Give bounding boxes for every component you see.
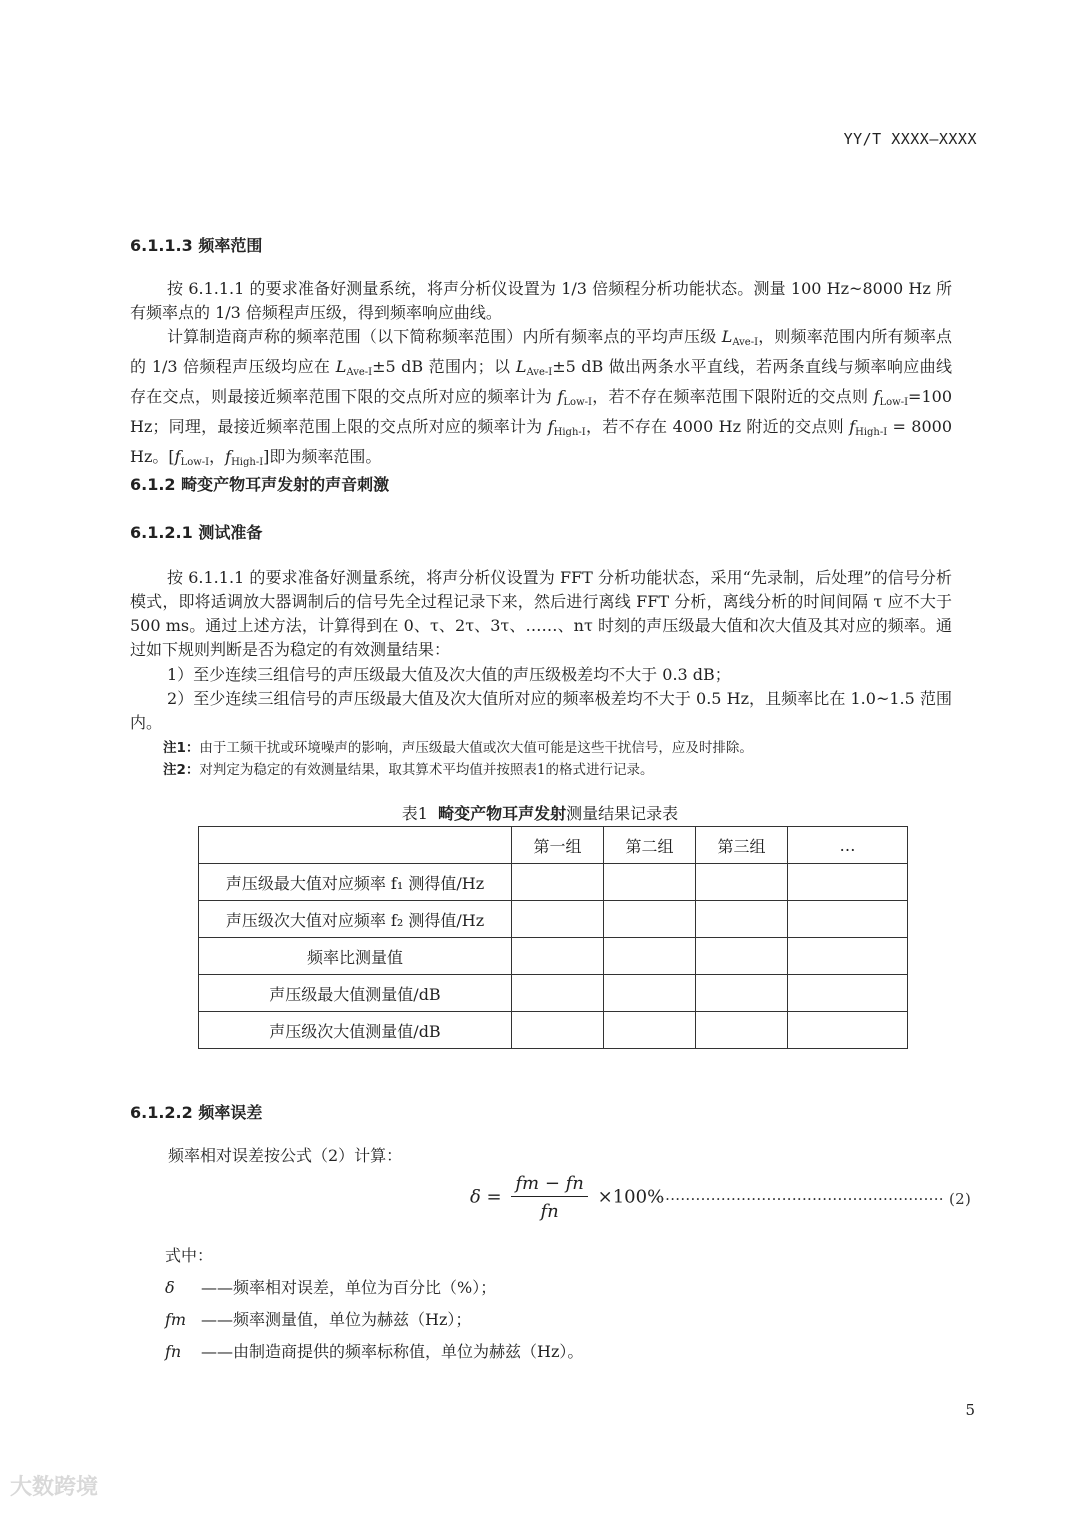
- variable-fm: [165, 1308, 471, 1332]
- table-cell: [604, 901, 696, 938]
- variable-delta: [165, 1276, 496, 1300]
- table-cell: [512, 938, 604, 975]
- table-header-cell: …: [788, 827, 908, 864]
- row-label: 声压级次大值对应频率 f₂ 测得值/Hz: [199, 901, 512, 938]
- paragraph-6-1-1-3-setup: 按 6.1.1.1 的要求准备好测量系统，将声分析仪设置为 1/3 倍频程分析功能状态。测量 100 Hz~8000 Hz 所有频率点的 1/3 倍频程声压级，得到频率响应曲线。: [130, 279, 952, 322]
- note-2-text: 对判定为稳定的有效测量结果，取其算术平均值并按照表1的格式进行记录。: [199, 762, 654, 778]
- table-header-cell: 第一组: [512, 827, 604, 864]
- formula-dots: ·························································: [655, 1190, 944, 1208]
- document-code: YY/T XXXX—XXXX: [843, 130, 977, 148]
- table-row: [199, 975, 908, 1012]
- row-label: 声压级最大值测量值/dB: [199, 975, 512, 1012]
- table-cell: [696, 938, 788, 975]
- note-1-label: 注1：: [163, 740, 200, 756]
- variable-symbol: fm: [165, 1310, 187, 1329]
- formula-numerator: fm − fn: [511, 1173, 588, 1197]
- variable-desc: ——由制造商提供的频率标称值，单位为赫兹（Hz）。: [201, 1342, 584, 1361]
- row-label: 声压级最大值对应频率 f₁ 测得值/Hz: [199, 864, 512, 901]
- table-cell: [696, 1012, 788, 1049]
- table-cell: [604, 864, 696, 901]
- formula-number: (2): [948, 1190, 972, 1208]
- table-header-cell: 第二组: [604, 827, 696, 864]
- rule-2: 2）至少连续三组信号的声压级最大值及次大值所对应的频率极差均不大于 0.5 Hz，且频率比在 1.0~1.5 范围内。: [130, 689, 952, 732]
- where-label: 式中：: [165, 1246, 214, 1265]
- formula-leader: [655, 1190, 971, 1208]
- row-label: 频率比测量值: [199, 938, 512, 975]
- page-number: 5: [965, 1401, 975, 1419]
- row-label: 声压级次大值测量值/dB: [199, 1012, 512, 1049]
- table-row: [199, 864, 908, 901]
- table-cell: [788, 938, 908, 975]
- paragraph-6-1-1-3-calc: 计算制造商声称的频率范围（以下简称频率范围）内所有频率点的平均声压级 $L_{Ave-I}$，则频率范围内所有频率点的 1/3 倍频程声压级均应在 $L_{Ave-I}\pm 5$ dB 范围内；以 $L_{Ave-I}\pm 5$ dB 做出两条水平直线，若两条直线与频率响应曲线存在交点，则最接近频率范围下限的交点所对应的频率计为 $f_{Low-I}$，若不存在频率范围下限附近的交点则 $f_{Low-I}=100$ Hz；同理，最接近频率范围上限的交点所对应的频率计为 $f_{High-I}$，若不存在 4000 Hz 附近的交点则 $f_{High-I} = 8000$ Hz。[$f_{Low-I}$，$f_{High-I}$]即为频率范围。: [130, 327, 952, 468]
- formula-fraction: [511, 1173, 588, 1222]
- table-header-row: [199, 827, 908, 864]
- table-1-caption: [0, 801, 1080, 824]
- table-header-cell: [199, 827, 512, 864]
- note-1: [163, 737, 753, 759]
- formula-intro: 频率相对误差按公式（2）计算：: [168, 1146, 403, 1165]
- table-row: [199, 1012, 908, 1049]
- heading-6-1-2: 6.1.2 畸变产物耳声发射的声音刺激: [130, 475, 390, 494]
- table-cell: [696, 975, 788, 1012]
- variable-desc: ——频率测量值，单位为赫兹（Hz）；: [201, 1310, 472, 1329]
- heading-6-1-1-3: 6.1.1.3 频率范围: [130, 236, 263, 255]
- table-cell: [788, 864, 908, 901]
- table-caption-bold: 畸变产物耳声发射: [438, 804, 567, 823]
- heading-6-1-2-2: 6.1.2.2 频率误差: [130, 1103, 263, 1122]
- table-cell: [696, 901, 788, 938]
- table-row: [199, 938, 908, 975]
- watermark: 大数跨境: [10, 1475, 99, 1500]
- variable-fn: [165, 1340, 583, 1364]
- table-caption-number: 表1: [401, 804, 428, 823]
- note-2-label: 注2：: [163, 762, 200, 778]
- variable-desc: ——频率相对误差，单位为百分比（%）；: [201, 1278, 497, 1297]
- table-cell: [512, 864, 604, 901]
- note-2: [163, 759, 654, 781]
- variable-symbol: fn: [165, 1342, 182, 1361]
- table-cell: [696, 864, 788, 901]
- table-cell: [512, 1012, 604, 1049]
- table-cell: [512, 975, 604, 1012]
- table-1: [198, 826, 908, 1049]
- table-row: [199, 901, 908, 938]
- heading-6-1-2-1: 6.1.2.1 测试准备: [130, 523, 263, 542]
- paragraph-6-1-2-1-setup: 按 6.1.1.1 的要求准备好测量系统，将声分析仪设置为 FFT 分析功能状态，采用“先录制，后处理”的信号分析模式，即将适调放大器调制后的信号先全过程记录下来，然后进行离线 FFT 分析，离线分析的时间间隔 τ 应不大于 500 ms。通过上述方法，计算得到在 0、τ、2τ、3τ、……、nτ 时刻的声压级最大值和次大值及其对应的频率。通过如下规则判断是否为稳定的有效测量结果：: [130, 568, 952, 659]
- variable-symbol: δ: [165, 1278, 175, 1297]
- table-cell: [604, 938, 696, 975]
- table-caption-rest: 测量结果记录表: [566, 804, 679, 823]
- note-1-text: 由于工频干扰或环境噪声的影响，声压级最大值或次大值可能是这些干扰信号，应及时排除。: [199, 740, 753, 756]
- formula-lhs: δ =: [470, 1186, 502, 1208]
- formula-rhs: ×100%: [597, 1186, 665, 1208]
- table-cell: [512, 901, 604, 938]
- table-cell: [604, 1012, 696, 1049]
- table-cell: [788, 1012, 908, 1049]
- formula-2: [470, 1173, 664, 1222]
- table-cell: [788, 975, 908, 1012]
- rule-1: 1）至少连续三组信号的声压级最大值及次大值的声压级极差均不大于 0.3 dB；: [167, 665, 731, 684]
- formula-denominator: fn: [540, 1201, 559, 1222]
- table-cell: [788, 901, 908, 938]
- table-header-cell: 第三组: [696, 827, 788, 864]
- table-cell: [604, 975, 696, 1012]
